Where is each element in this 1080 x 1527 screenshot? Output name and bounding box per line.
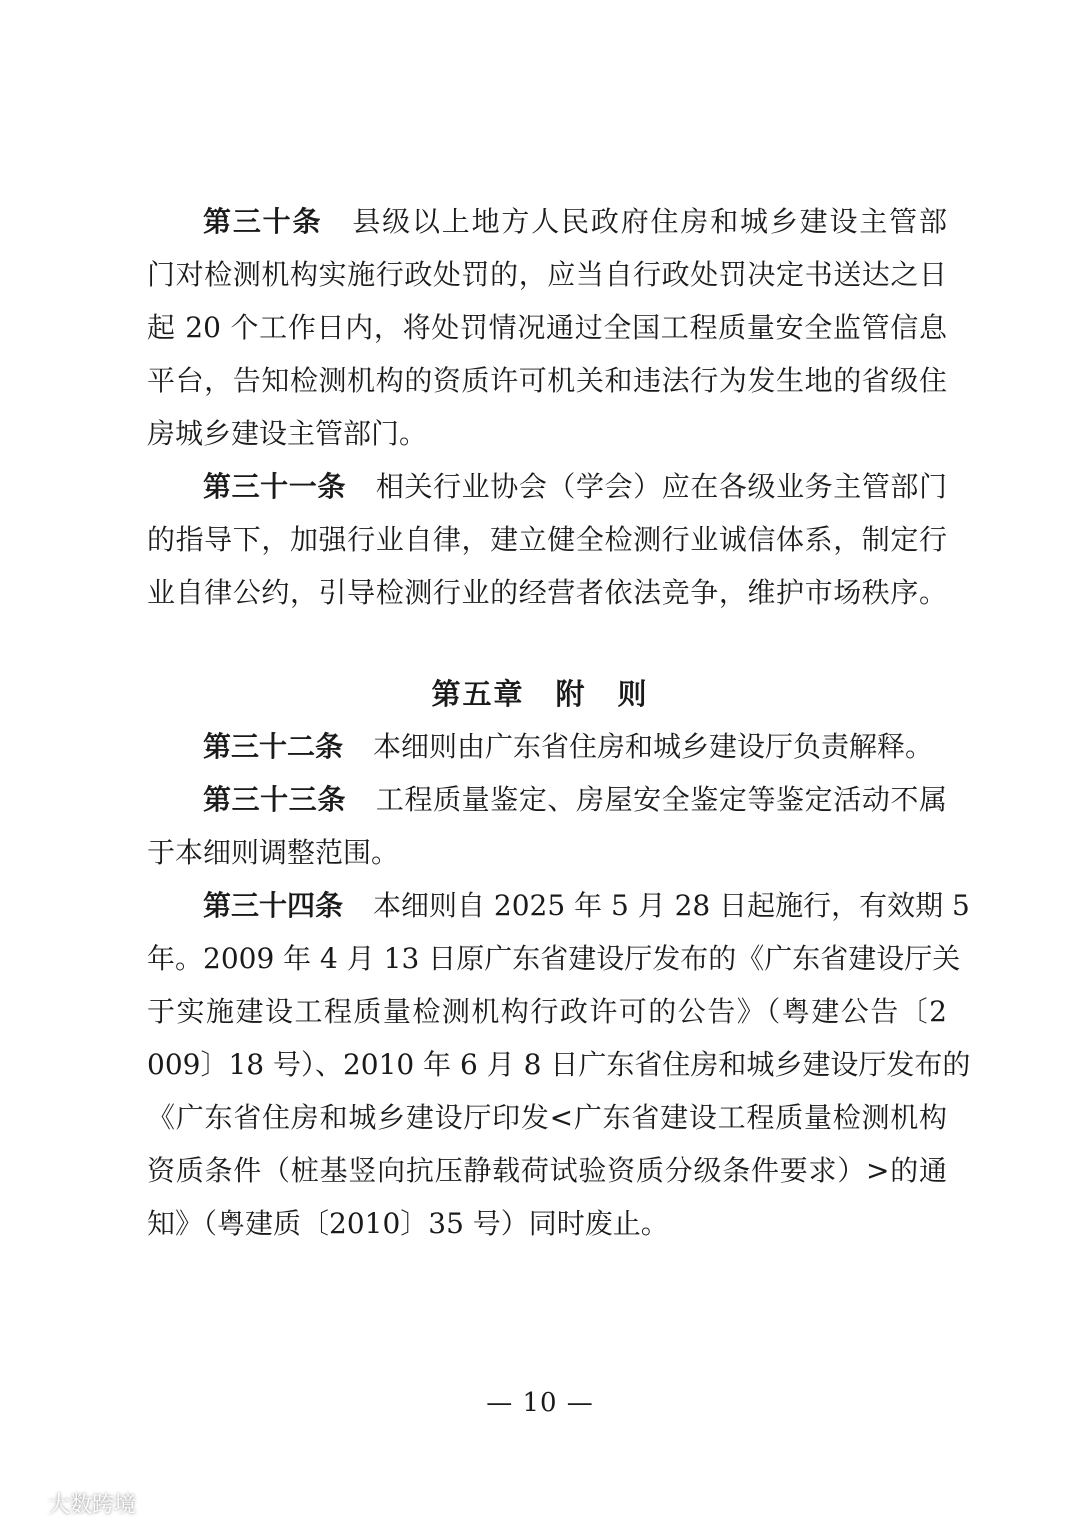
article-33-line-2: 于本细则调整范围。 (147, 836, 400, 869)
article-31-line-1: 第三十一条 相关行业协会（学会）应在各级业务主管部门 (203, 470, 947, 503)
article-32-line-1: 第三十二条 本细则由广东省住房和城乡建设厅负责解释。 (203, 730, 934, 763)
article-30-line-4: 平台，告知检测机构的资质许可机关和违法行为发生地的省级住 (147, 364, 947, 397)
article-30-line-5: 房城乡建设主管部门。 (147, 417, 428, 450)
weibo-logo-icon (8, 1487, 42, 1519)
article-31-line-2: 的指导下，加强行业自律，建立健全检测行业诚信体系，制定行 (147, 523, 947, 556)
article-34-line-4: 009〕18 号）、2010 年 6 月 8 日广东省住房和城乡建设厅发布的 (147, 1048, 971, 1081)
article-34-line-7: 知》（粤建质〔2010〕35 号）同时废止。 (147, 1207, 669, 1240)
article-33-line-1: 第三十三条 工程质量鉴定、房屋安全鉴定等鉴定活动不属 (203, 783, 947, 816)
article-34-line-3: 于实施建设工程质量检测机构行政许可的公告》（粤建公告〔2 (147, 995, 947, 1028)
article-34-line-1: 第三十四条 本细则自 2025 年 5 月 28 日起施行，有效期 5 (203, 889, 970, 922)
article-34-line-5: 《广东省住房和城乡建设厅印发<广东省建设工程质量检测机构 (147, 1101, 947, 1134)
article-30-heading: 第三十条 (203, 205, 323, 238)
article-30-line-3: 起 20 个工作日内，将处罚情况通过全国工程质量安全监管信息 (147, 311, 947, 344)
watermark-text: 大数跨境 (48, 1492, 137, 1518)
article-31-line-3: 业自律公约，引导检测行业的经营者依法竞争，维护市场秩序。 (147, 576, 947, 609)
article-34-line-6: 资质条件（桩基竖向抗压静载荷试验资质分级条件要求）>的通 (147, 1154, 947, 1187)
article-30-line-1: 第三十条 县级以上地方人民政府住房和城乡建设主管部 (203, 205, 947, 238)
article-34-line-2: 年。2009 年 4 月 13 日原广东省建设厅发布的《广东省建设厅关 (147, 942, 961, 975)
article-31-heading: 第三十一条 (203, 470, 346, 503)
watermark (8, 1488, 136, 1518)
page-number: — 10 — (486, 1388, 594, 1418)
article-32-heading: 第三十二条 (203, 730, 344, 763)
article-33-heading: 第三十三条 (203, 783, 346, 816)
article-34-heading: 第三十四条 (203, 889, 344, 922)
chapter-heading: 第五章 附 则 (431, 677, 649, 711)
article-30-line-2: 门对检测机构实施行政处罚的，应当自行政处罚决定书送达之日 (147, 258, 947, 291)
